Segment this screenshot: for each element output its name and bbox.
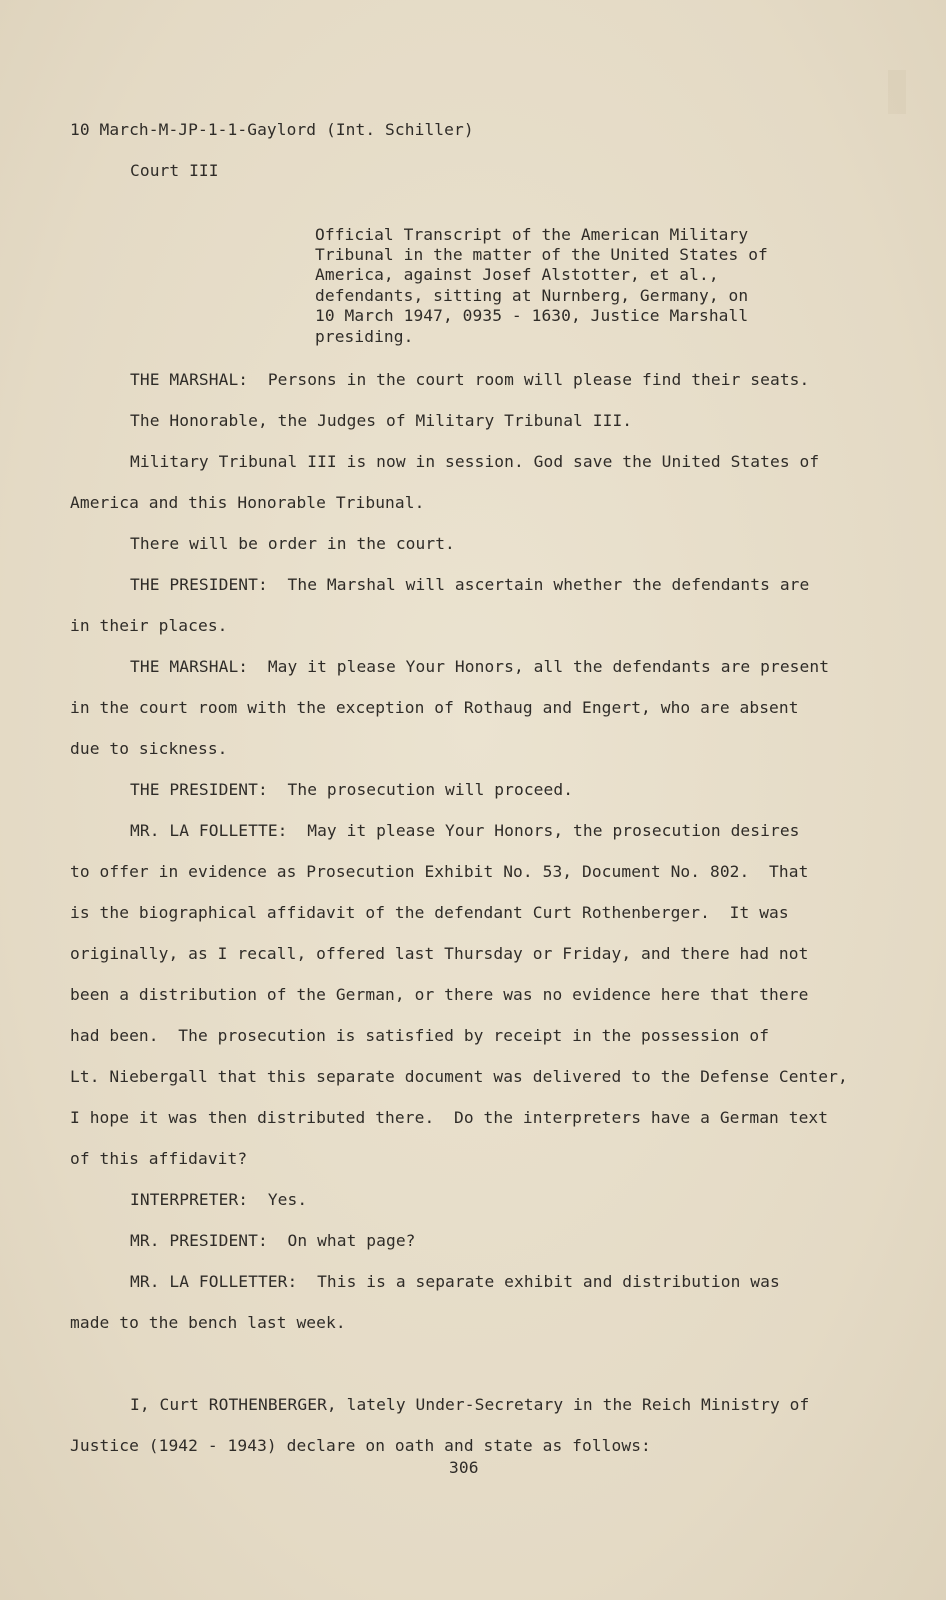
header-reference: 10 March-M-JP-1-1-Gaylord (Int. Schiller): [70, 120, 474, 139]
transcript-line: been a distribution of the German, or there was no evidence here that there: [70, 985, 809, 1004]
transcript-line: had been. The prosecution is satisfied by receipt in the possession of: [70, 1026, 770, 1045]
transcript-line: The Honorable, the Judges of Military Tribunal III.: [130, 411, 633, 430]
caption-line: defendants, sitting at Nurnberg, Germany, on: [315, 286, 749, 305]
transcript-line: There will be order in the court.: [130, 534, 455, 553]
transcript-line: Justice (1942 - 1943) declare on oath and state as follows:: [70, 1436, 651, 1455]
transcript-line: to offer in evidence as Prosecution Exhibit No. 53, Document No. 802. That: [70, 862, 809, 881]
caption-line: Tribunal in the matter of the United States of: [315, 245, 768, 264]
transcript-line: INTERPRETER: Yes.: [130, 1190, 308, 1209]
transcript-line: MR. LA FOLLETTE: May it please Your Honors, the prosecution desires: [130, 821, 800, 840]
transcript-line: due to sickness.: [70, 739, 228, 758]
page-number: 306: [449, 1458, 479, 1477]
transcript-line: MR. PRESIDENT: On what page?: [130, 1231, 416, 1250]
transcript-line: made to the bench last week.: [70, 1313, 346, 1332]
transcript-line: Lt. Niebergall that this separate document was delivered to the Defense Center,: [70, 1067, 848, 1086]
transcript-line: Military Tribunal III is now in session. God save the United States of: [130, 452, 820, 471]
transcript-line: THE PRESIDENT: The prosecution will proceed.: [130, 780, 574, 799]
caption-line: presiding.: [315, 327, 414, 346]
transcript-line: originally, as I recall, offered last Thursday or Friday, and there had not: [70, 944, 809, 963]
transcript-line: THE PRESIDENT: The Marshal will ascertain whether the defendants are: [130, 575, 810, 594]
caption-line: 10 March 1947, 0935 - 1630, Justice Marshall: [315, 306, 749, 325]
court-label: Court III: [130, 161, 219, 180]
transcript-line: America and this Honorable Tribunal.: [70, 493, 425, 512]
caption-line: Official Transcript of the American Military: [315, 225, 749, 244]
transcript-line: I, Curt ROTHENBERGER, lately Under-Secretary in the Reich Ministry of: [130, 1395, 810, 1414]
caption-line: America, against Josef Alstotter, et al.,: [315, 265, 719, 284]
transcript-line: I hope it was then distributed there. Do the interpreters have a German text: [70, 1108, 829, 1127]
transcript-line: in their places.: [70, 616, 228, 635]
transcript-line: is the biographical affidavit of the defendant Curt Rothenberger. It was: [70, 903, 789, 922]
transcript-line: MR. LA FOLLETTER: This is a separate exhibit and distribution was: [130, 1272, 780, 1291]
transcript-line: in the court room with the exception of Rothaug and Engert, who are absent: [70, 698, 799, 717]
edge-mark: [888, 70, 906, 114]
transcript-line: THE MARSHAL: May it please Your Honors, all the defendants are present: [130, 657, 830, 676]
transcript-line: of this affidavit?: [70, 1149, 248, 1168]
transcript-line: THE MARSHAL: Persons in the court room will please find their seats.: [130, 370, 810, 389]
